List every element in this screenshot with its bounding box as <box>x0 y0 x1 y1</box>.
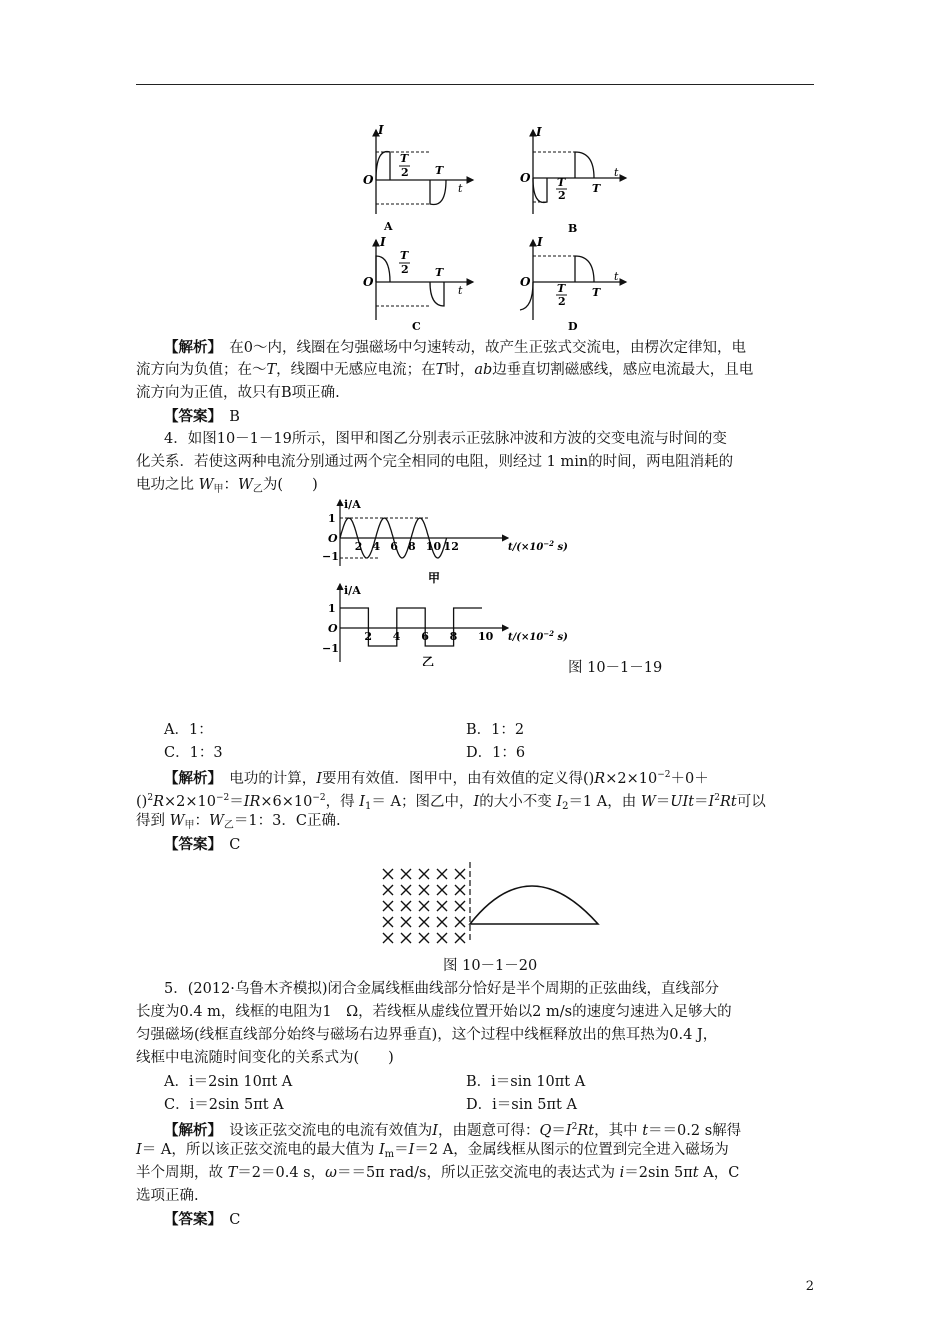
sec1-answer <box>136 405 842 429</box>
sec3-line4: 选项正确. <box>136 1188 199 1204</box>
answer-value: C <box>229 837 241 853</box>
text: 得到 <box>136 813 170 829</box>
text: ＝1：3．C正确. <box>233 813 341 829</box>
subscript: 乙 <box>223 820 234 831</box>
text: A，C <box>698 1165 740 1181</box>
var: Q <box>539 1123 552 1139</box>
q5-option-d[interactable]: D．i＝sin 5πt A <box>466 1097 577 1113</box>
graph-b-label: B <box>568 222 578 235</box>
graph-c <box>363 235 473 332</box>
q4-line1: 4．如图10－1－19所示，图甲和图乙分别表示正弦脉冲波和方波的交变电流与时间的变 <box>164 431 727 447</box>
header-rule <box>136 84 814 85</box>
text: ，线圈中无感应电流；在 <box>276 362 436 378</box>
tick-1: 1 <box>328 602 336 615</box>
var: I <box>556 794 563 810</box>
label-t-half: T <box>400 152 409 165</box>
x-axis-label: $t/(\times 10^{-2}$ s) <box>508 539 568 553</box>
analysis-tag: 【解析】 <box>164 1122 215 1139</box>
text: 流方向为负值；在～ <box>136 362 267 378</box>
label-time: t <box>458 182 463 195</box>
q5-line2: 长度为0.4 m，线框的电阻为1 Ω，若线框从虚线位置开始以2 m/s的速度匀速进入足够大的 <box>136 1004 732 1020</box>
text: 可以 <box>736 794 766 810</box>
var: Rt <box>577 1123 595 1139</box>
q5-option-c[interactable]: C．i＝2sin 5πt A <box>164 1097 284 1113</box>
text: ＝ A；图乙中， <box>371 794 474 810</box>
text: ×2×10 <box>605 771 658 787</box>
label-t-half: T <box>557 176 566 189</box>
sec1-line1 <box>136 336 842 360</box>
text: 的大小不变 <box>479 794 557 810</box>
graph-d-label: D <box>568 320 578 332</box>
text: ＝ <box>655 794 671 810</box>
field-cross <box>401 933 411 943</box>
subscript: 1 <box>365 801 372 812</box>
field-cross <box>455 901 465 911</box>
text: ＝2sin 5π <box>624 1165 693 1181</box>
sec1-line3: 流方向为正值，故只有B项正确. <box>136 385 340 401</box>
label-origin: O <box>520 275 531 289</box>
q5-option-b[interactable]: B．i＝sin 10πt A <box>466 1074 586 1090</box>
label-yi: 乙 <box>422 655 435 666</box>
subscript: 乙 <box>252 484 263 495</box>
label-origin: O <box>520 171 531 185</box>
y-axis-label: i/A <box>344 584 361 597</box>
text: ，得 <box>325 794 360 810</box>
figure-10-1-19 <box>318 496 618 666</box>
var: T <box>227 1165 238 1181</box>
var: W <box>169 813 185 829</box>
label-period: T <box>435 164 444 177</box>
var: I <box>408 1142 415 1158</box>
superscript: −2 <box>657 770 671 780</box>
x-tick-label: 6 <box>390 540 398 553</box>
field-cross <box>419 917 429 927</box>
q5-option-a[interactable]: A．i＝2sin 10πt A <box>164 1074 293 1090</box>
x-ticks-yi <box>364 630 493 643</box>
label-i: I <box>536 125 542 139</box>
x-tick-label: 10 <box>478 630 494 643</box>
x-tick-label: 4 <box>392 630 401 643</box>
text: 设该正弦交流电的电流有效值为 <box>229 1123 433 1139</box>
var: I <box>316 771 322 787</box>
x-tick-label: 2 <box>354 540 363 553</box>
graph-c-label: C <box>412 320 421 332</box>
var: W <box>238 477 253 493</box>
field-cross <box>383 885 393 895</box>
answer-tag: 【答案】 <box>164 408 215 425</box>
tick-1: 1 <box>328 512 336 525</box>
label-time: t <box>614 166 619 179</box>
var: W <box>209 813 224 829</box>
x-tick-label: 6 <box>421 630 429 643</box>
text: 半个周期，故 <box>136 1165 228 1181</box>
wire-frame <box>470 886 598 924</box>
answer-tag: 【答案】 <box>164 836 215 853</box>
text: ＝ A，所以该正弦交流电的最大值为 <box>141 1142 379 1158</box>
answer-value: B <box>229 409 240 425</box>
x-tick-label: 10 <box>425 540 442 553</box>
var: ω <box>325 1165 337 1181</box>
field-cross <box>383 917 393 927</box>
field-cross <box>437 869 447 879</box>
x-tick-label: 8 <box>449 630 458 643</box>
x-tick-label: 12 <box>443 540 459 553</box>
field-cross <box>455 885 465 895</box>
x-axis-label: $t/(\times 10^{-2}$ s) <box>508 629 568 643</box>
field-cross <box>437 933 447 943</box>
figure-caption-19: 图 10－1－19 <box>568 660 663 676</box>
figure-10-1-20 <box>380 858 600 944</box>
analysis-tag: 【解析】 <box>164 770 215 787</box>
field-cross <box>383 901 393 911</box>
tick-neg1: −1 <box>322 550 339 563</box>
x-tick-label: 4 <box>372 540 381 553</box>
text: ＝1 A，由 <box>568 794 641 810</box>
label-i: I <box>378 123 384 137</box>
text: ： <box>194 813 210 829</box>
chart-yi <box>322 584 568 666</box>
q5-line1: 5．(2012·乌鲁木齐模拟)闭合金属线框曲线部分恰好是半个周期的正弦曲线，直线部分 <box>164 981 720 997</box>
field-cross <box>419 885 429 895</box>
sec2-answer <box>136 833 842 857</box>
var: I <box>136 1142 142 1158</box>
square-wave <box>340 608 482 646</box>
label-two: 2 <box>558 189 566 202</box>
subscript: 甲 <box>184 820 195 831</box>
q4-option-d[interactable]: D．1：6 <box>466 745 526 761</box>
label-two: 2 <box>401 166 409 179</box>
var: W <box>198 477 214 493</box>
var: Rt <box>720 794 737 810</box>
answer-value: C <box>229 1212 241 1228</box>
x-tick-label: 8 <box>408 540 416 553</box>
text: ＝ <box>229 794 244 810</box>
y-axis-label: i/A <box>344 498 361 511</box>
sec3-line3 <box>136 1162 814 1185</box>
superscript: −2 <box>215 793 230 803</box>
figure-caption-20: 图 10－1－20 <box>443 958 538 974</box>
text: 电功之比 <box>136 477 199 493</box>
subscript: 甲 <box>213 484 224 495</box>
graph-d <box>520 235 626 332</box>
text: ＝ <box>394 1142 409 1158</box>
analysis-tag: 【解析】 <box>164 339 215 356</box>
var: I <box>359 794 366 810</box>
subscript: m <box>384 1149 395 1160</box>
field-cross <box>419 901 429 911</box>
label-two: 2 <box>401 263 409 276</box>
text: ＝2 A，金属线框从图示的位置到完全进入磁场为 <box>414 1142 729 1158</box>
origin: O <box>328 622 338 635</box>
q4-option-a[interactable]: A．1： <box>164 722 213 738</box>
superscript: 2 <box>714 793 721 803</box>
text: ，由题意可得： <box>437 1123 540 1139</box>
text: () <box>136 794 148 810</box>
sec1-line2 <box>136 359 814 382</box>
superscript: −2 <box>312 793 326 803</box>
var: I <box>432 1123 438 1139</box>
field-cross <box>401 869 411 879</box>
field-cross <box>437 885 447 895</box>
label-two: 2 <box>558 295 566 308</box>
q4-option-b[interactable]: B．1：2 <box>466 722 525 738</box>
q4-line2: 化关系．若使这两种电流分别通过两个完全相同的电阻，则经过 1 min的时间，两电阻消耗的 <box>136 454 734 470</box>
var: ab <box>474 362 493 378</box>
graph-b <box>520 125 626 235</box>
text: 时， <box>445 362 475 378</box>
field-cross <box>419 869 429 879</box>
q5-line4: 线框中电流随时间变化的关系式为( ) <box>136 1050 394 1066</box>
label-time: t <box>614 270 619 283</box>
figure-options-graphs <box>360 122 640 332</box>
var: T <box>435 362 446 378</box>
label-t-half: T <box>400 249 409 262</box>
label-jia: 甲 <box>428 571 441 585</box>
field-cross <box>383 933 393 943</box>
text: ＝＝0.2 s解得 <box>648 1123 742 1139</box>
field-cross <box>455 869 465 879</box>
field-cross <box>401 901 411 911</box>
var: I <box>565 1123 572 1139</box>
label-origin: O <box>363 173 374 187</box>
var: I <box>243 794 250 810</box>
label-period: T <box>592 182 601 195</box>
graph-a-label: A <box>384 220 393 233</box>
var: i <box>619 1165 625 1181</box>
superscript: 2 <box>571 1122 578 1132</box>
text: 要用有效值．图甲中，由有效值的定义得() <box>321 771 595 787</box>
text: ＝ <box>551 1123 566 1139</box>
var: R <box>594 771 606 787</box>
field-cross <box>455 933 465 943</box>
q4-option-c[interactable]: C．1：3 <box>164 745 223 761</box>
label-origin: O <box>363 275 374 289</box>
label-i: I <box>537 235 543 249</box>
label-i: I <box>380 235 386 249</box>
field-cross <box>437 917 447 927</box>
text: ： <box>223 477 239 493</box>
q5-line3: 匀强磁场(线框直线部分始终与磁场右边界垂直)，这个过程中线框释放出的焦耳热为0.4 J， <box>136 1027 718 1043</box>
text: ×6×10 <box>260 794 313 810</box>
var: R <box>153 794 164 810</box>
var: UIt <box>670 794 695 810</box>
var: I <box>473 794 480 810</box>
origin: O <box>328 532 338 545</box>
label-period: T <box>592 286 601 299</box>
text: 电功的计算， <box>229 771 317 787</box>
var: R <box>249 794 261 810</box>
text: 边垂直切割磁感线，感应电流最大，且电 <box>492 362 754 378</box>
magnetic-field-crosses <box>383 869 465 943</box>
var: t <box>642 1123 649 1139</box>
graph-a <box>363 123 473 233</box>
text: ＝＝5π rad/s，所以正弦交流电的表达式为 <box>336 1165 620 1181</box>
label-t-half: T <box>557 282 566 295</box>
text: ＋0＋ <box>670 771 709 787</box>
field-cross <box>401 917 411 927</box>
superscript: 2 <box>147 793 154 803</box>
x-tick-label: 2 <box>364 630 373 643</box>
label-period: T <box>435 266 444 279</box>
var: W <box>640 794 656 810</box>
sec3-answer <box>136 1208 842 1232</box>
var: I <box>378 1142 385 1158</box>
text: 为( ) <box>262 477 318 493</box>
text: ＝2＝0.4 s， <box>237 1165 326 1181</box>
text: ，其中 <box>594 1123 643 1139</box>
chart-jia <box>322 498 568 585</box>
answer-tag: 【答案】 <box>164 1211 215 1228</box>
text: 在0～内，线圈在匀强磁场中匀速转动，故产生正弦式交流电，由楞次定律知，电 <box>229 340 746 356</box>
subscript: 2 <box>562 801 569 812</box>
page-number: 2 <box>805 1279 814 1294</box>
var: T <box>266 362 277 378</box>
field-cross <box>419 933 429 943</box>
tick-neg1: −1 <box>322 642 339 655</box>
field-cross <box>401 885 411 895</box>
field-cross <box>383 869 393 879</box>
field-cross <box>437 901 447 911</box>
label-time: t <box>458 284 463 297</box>
text: ×2×10 <box>163 794 216 810</box>
text: ＝ <box>694 794 709 810</box>
var: I <box>708 794 715 810</box>
var: t <box>692 1165 699 1181</box>
field-cross <box>455 917 465 927</box>
